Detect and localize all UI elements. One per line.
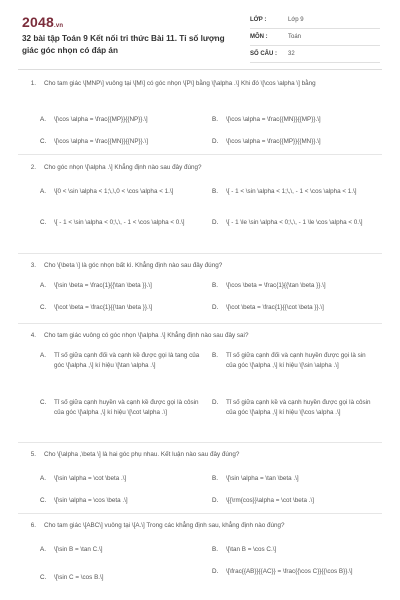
question-text: Cho tam giác \[MNP\] vuông tại \[M\] có góc nhọn \[P\] bằng \[\alpha .\] Khi đó \[\cos \alpha \] bằng xyxy=(44,80,316,87)
option-b[interactable] xyxy=(212,545,372,555)
info-row-count xyxy=(250,46,380,63)
question-text: Cho \[\alpha ,\beta \] là hai góc phụ nhau. Kết luận nào sau đây đúng? xyxy=(44,451,240,458)
option-key: B. xyxy=(212,116,218,123)
option-a[interactable] xyxy=(40,351,200,370)
info-label: MÔN : xyxy=(250,34,268,40)
option-text: \[\frac{{AB}}{{AC}} = \frac{{\cos C}}{{\cos B}}.\] xyxy=(226,568,353,575)
option-key: B. xyxy=(212,546,218,553)
option-d[interactable] xyxy=(212,303,372,313)
option-c[interactable] xyxy=(40,496,200,506)
option-key: B. xyxy=(212,475,218,482)
option-c[interactable] xyxy=(40,398,200,417)
info-label: LỚP : xyxy=(250,17,267,23)
option-key: C. xyxy=(40,138,47,145)
option-key: D. xyxy=(212,138,219,145)
option-text: \[\sin \alpha = \tan \beta .\] xyxy=(226,475,299,482)
option-key: B. xyxy=(212,352,218,359)
option-b[interactable] xyxy=(212,474,372,484)
question-text: Cho tam giác vuông có góc nhọn \[\alpha .\] Khẳng định nào sau đây sai? xyxy=(44,332,249,339)
option-text: \[ - 1 < \sin \alpha < 0;\,\, - 1 < \cos \alpha < 0.\] xyxy=(54,219,185,226)
option-key: D. xyxy=(212,304,219,311)
option-d[interactable] xyxy=(212,137,372,147)
question-4 xyxy=(18,331,382,416)
option-text: \[\tan B = \cos C.\] xyxy=(226,546,277,553)
option-key: C. xyxy=(40,219,47,226)
site-logo[interactable] xyxy=(22,14,63,30)
option-key: D. xyxy=(212,399,219,406)
question-number: 5. xyxy=(30,451,36,458)
option-b[interactable] xyxy=(212,281,372,291)
option-d[interactable] xyxy=(212,218,372,228)
option-text: \[\sin B = \tan C.\] xyxy=(54,546,103,553)
page-title: 32 bài tập Toán 9 Kết nối tri thức Bài 11. Tỉ số lượng giác góc nhọn có đáp án xyxy=(22,34,225,55)
option-key: D. xyxy=(212,497,219,504)
option-d[interactable] xyxy=(212,496,372,506)
question-text: Cho tam giác \[ABC\] vuông tại \[A.\] Trong các khẳng định sau, khẳng định nào đúng? xyxy=(44,522,285,529)
question-2 xyxy=(18,163,382,226)
option-key: C. xyxy=(40,497,47,504)
info-row-class xyxy=(250,12,380,29)
option-text: \[\cot \beta = \frac{1}{{\tan \beta }}.\] xyxy=(54,304,153,311)
question-6 xyxy=(18,521,382,581)
header-divider xyxy=(18,69,382,70)
question-divider xyxy=(18,253,382,254)
option-text: \[ - 1 \le \sin \alpha < 0;\,\, - 1 \le \cos \alpha < 0.\] xyxy=(226,219,363,226)
option-c[interactable] xyxy=(40,137,200,147)
option-key: A. xyxy=(40,188,46,195)
question-number: 1. xyxy=(30,80,36,87)
option-key: C. xyxy=(40,574,47,581)
option-text: \[ - 1 < \sin \alpha < 1;\,\, - 1 < \cos \alpha < 1.\] xyxy=(226,188,357,195)
option-d[interactable] xyxy=(212,567,372,577)
question-number: 6. xyxy=(30,522,36,529)
option-text: Tỉ số giữa cạnh đối và cạnh kề được gọi là tang của góc \[\alpha ,\] kí hiệu \[\tan \alpha .\] xyxy=(54,352,200,369)
option-text: \[\cot \beta = \frac{1}{{\cot \beta }}.\] xyxy=(226,304,324,311)
option-a[interactable] xyxy=(40,545,200,555)
logo-main: 2048 xyxy=(22,14,54,30)
question-text: Cho góc nhọn \[\alpha .\] Khẳng định nào sau đây đúng? xyxy=(44,164,202,171)
option-key: A. xyxy=(40,352,46,359)
question-1 xyxy=(18,79,382,145)
info-value: 32 xyxy=(288,51,295,57)
option-b[interactable] xyxy=(212,115,372,125)
question-3 xyxy=(18,261,382,311)
option-key: D. xyxy=(212,568,219,575)
option-text: Tỉ số giữa cạnh kề và cạnh huyền được gọi là côsin của góc \[\alpha ,\] kí hiệu \[\cos \alpha .\] xyxy=(226,399,371,416)
info-table xyxy=(250,12,380,63)
question-divider xyxy=(18,442,382,443)
question-divider xyxy=(18,154,382,155)
question-number: 4. xyxy=(30,332,36,339)
option-key: C. xyxy=(40,399,47,406)
question-divider xyxy=(18,323,382,324)
option-b[interactable] xyxy=(212,351,372,370)
info-row-subject xyxy=(250,29,380,46)
option-text: \[\cos \alpha = \frac{{MN}}{{NP}}.\] xyxy=(54,138,148,145)
option-a[interactable] xyxy=(40,474,200,484)
question-text: Cho \[\beta \] là góc nhọn bất kì. Khẳng định nào sau đây đúng? xyxy=(44,262,223,269)
option-c[interactable] xyxy=(40,573,200,583)
question-5 xyxy=(18,450,382,504)
option-a[interactable] xyxy=(40,281,200,291)
option-text: \[{\rm{cos}}\alpha = \cot \beta .\] xyxy=(226,497,315,504)
option-text: \[\sin \alpha = \cot \beta .\] xyxy=(54,475,127,482)
option-c[interactable] xyxy=(40,303,200,313)
option-text: Tỉ số giữa cạnh huyền và cạnh kề được gọi là côsin của góc \[\alpha ,\] kí hiệu \[\cot \alpha .\] xyxy=(54,399,199,416)
option-key: A. xyxy=(40,282,46,289)
option-key: A. xyxy=(40,116,46,123)
option-text: \[\cos \beta = \frac{1}{{\tan \beta }}.\] xyxy=(226,282,326,289)
option-a[interactable] xyxy=(40,115,200,125)
option-text: \[\sin \alpha = \cos \beta .\] xyxy=(54,497,128,504)
info-value: Toán xyxy=(288,34,302,40)
logo-suffix: .vn xyxy=(53,23,64,29)
option-key: C. xyxy=(40,304,47,311)
option-text: \[\cos \alpha = \frac{{MN}}{{MP}}.\] xyxy=(226,116,321,123)
question-number: 3. xyxy=(30,262,36,269)
option-d[interactable] xyxy=(212,398,372,417)
option-key: A. xyxy=(40,475,46,482)
info-value: Lớp 9 xyxy=(288,17,304,23)
option-text: \[\sin C = \cos B.\] xyxy=(54,574,104,581)
option-key: B. xyxy=(212,188,218,195)
option-text: \[0 < \sin \alpha < 1;\,\,0 < \cos \alpha < 1.\] xyxy=(54,188,174,195)
option-text: \[\sin \beta = \frac{1}{{\tan \beta }}.\] xyxy=(54,282,152,289)
option-key: A. xyxy=(40,546,46,553)
option-c[interactable] xyxy=(40,218,200,228)
option-key: B. xyxy=(212,282,218,289)
option-text: \[\cos \alpha = \frac{{MP}}{{MN}}.\] xyxy=(226,138,321,145)
option-key: D. xyxy=(212,219,219,226)
question-number: 2. xyxy=(30,164,36,171)
option-text: Tỉ số giữa cạnh đối và cạnh huyền được gọi là sin của góc \[\alpha ,\] kí hiệu \[\sin \alpha .\] xyxy=(226,352,366,369)
question-divider xyxy=(18,513,382,514)
option-text: \[\cos \alpha = \frac{{MP}}{{NP}}.\] xyxy=(54,116,148,123)
info-label: SỐ CÂU : xyxy=(250,51,277,57)
option-b[interactable] xyxy=(212,187,372,197)
option-a[interactable] xyxy=(40,187,200,197)
